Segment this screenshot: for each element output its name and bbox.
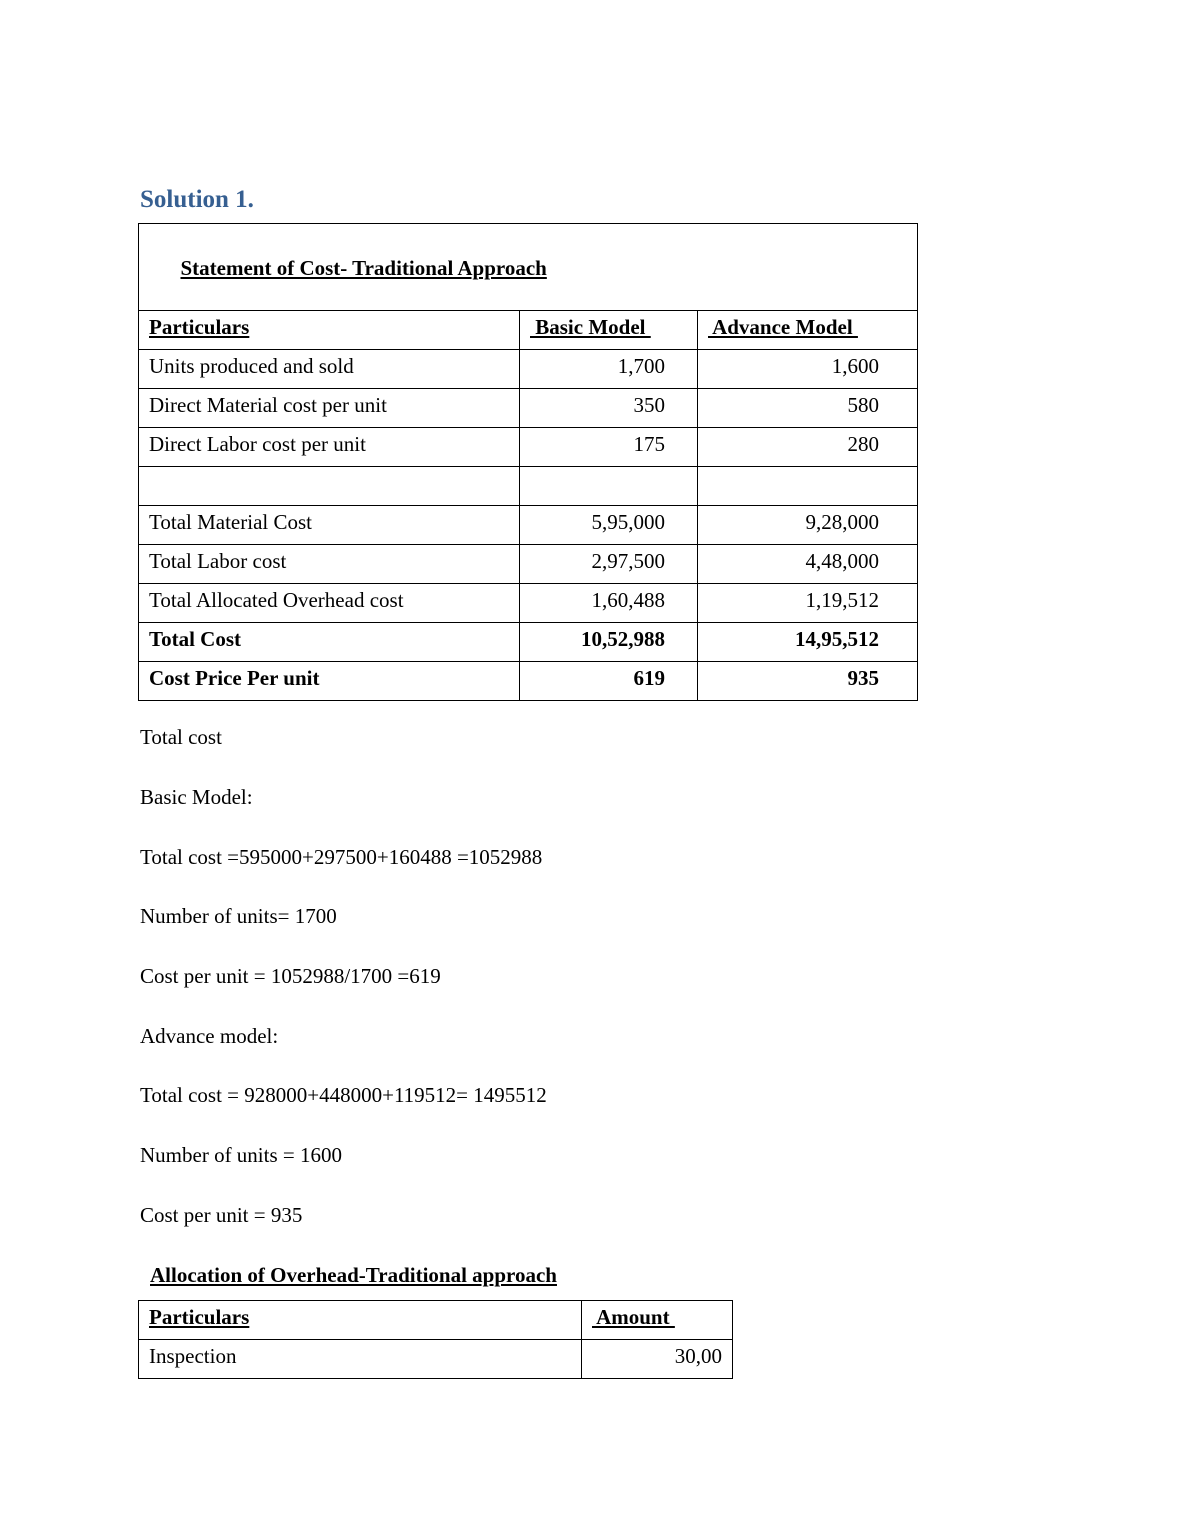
paragraph-advance-total-cost: Total cost = 928000+448000+119512= 1495512 — [140, 1083, 547, 1107]
header-particulars — [139, 311, 520, 350]
table-row — [139, 389, 918, 428]
paragraph-advance-cost-per-unit: Cost per unit = 935 — [140, 1203, 303, 1227]
table-title: Statement of Cost- Traditional Approach — [180, 256, 547, 280]
table-row-empty — [139, 467, 918, 506]
row-advance-value: 1,19,512 — [698, 584, 918, 623]
row-basic-value: 1,60,488 — [520, 584, 698, 623]
table-row — [139, 584, 918, 623]
header-particulars-label: Particulars — [149, 1305, 250, 1329]
row-label: Inspection — [139, 1340, 582, 1379]
allocation-heading: Allocation of Overhead-Traditional approach — [150, 1263, 557, 1287]
table-row — [139, 1340, 733, 1379]
row-label: Cost Price Per unit — [139, 662, 520, 701]
header-basic-model-label: Basic Model — [530, 315, 651, 339]
row-advance-value: 14,95,512 — [698, 623, 918, 662]
paragraph-advance-model: Advance model: — [140, 1024, 279, 1048]
table-header-row — [139, 1301, 733, 1340]
table-title-row — [139, 224, 918, 311]
row-basic-value: 350 — [520, 389, 698, 428]
header-particulars-label: Particulars — [149, 315, 250, 339]
header-basic-model — [520, 311, 698, 350]
row-advance-value: 9,28,000 — [698, 506, 918, 545]
paragraph-basic-total-cost: Total cost =595000+297500+160488 =1052988 — [140, 845, 543, 869]
row-label: Total Labor cost — [139, 545, 520, 584]
paragraph-basic-cost-per-unit: Cost per unit = 1052988/1700 =619 — [140, 964, 441, 988]
table-row — [139, 428, 918, 467]
header-amount-label: Amount — [592, 1305, 675, 1329]
row-label: Total Material Cost — [139, 506, 520, 545]
row-basic-value: 175 — [520, 428, 698, 467]
paragraph-advance-units: Number of units = 1600 — [140, 1143, 342, 1167]
statement-of-cost-table — [138, 223, 918, 701]
paragraph-total-cost: Total cost — [140, 725, 222, 749]
table-row — [139, 545, 918, 584]
page-title: Solution 1. — [140, 186, 254, 213]
table-header-row — [139, 311, 918, 350]
row-basic-value: 2,97,500 — [520, 545, 698, 584]
table-row-cost-per-unit — [139, 662, 918, 701]
allocation-of-overhead-table — [138, 1300, 733, 1379]
row-advance-value: 4,48,000 — [698, 545, 918, 584]
row-label — [139, 467, 520, 506]
row-advance-value — [698, 467, 918, 506]
row-basic-value — [520, 467, 698, 506]
table-row — [139, 506, 918, 545]
row-label: Direct Material cost per unit — [139, 389, 520, 428]
row-advance-value: 280 — [698, 428, 918, 467]
row-advance-value: 935 — [698, 662, 918, 701]
row-basic-value: 10,52,988 — [520, 623, 698, 662]
header-advance-model-label: Advance Model — [708, 315, 858, 339]
header-amount — [582, 1301, 733, 1340]
header-particulars — [139, 1301, 582, 1340]
row-basic-value: 1,700 — [520, 350, 698, 389]
row-label: Units produced and sold — [139, 350, 520, 389]
row-label: Direct Labor cost per unit — [139, 428, 520, 467]
row-basic-value: 5,95,000 — [520, 506, 698, 545]
table-row — [139, 350, 918, 389]
row-label: Total Allocated Overhead cost — [139, 584, 520, 623]
paragraph-basic-units: Number of units= 1700 — [140, 904, 337, 928]
row-advance-value: 580 — [698, 389, 918, 428]
row-label: Total Cost — [139, 623, 520, 662]
header-advance-model — [698, 311, 918, 350]
row-amount-value: 30,00 — [582, 1340, 733, 1379]
table-row-total-cost — [139, 623, 918, 662]
row-advance-value: 1,600 — [698, 350, 918, 389]
row-basic-value: 619 — [520, 662, 698, 701]
table-title-cell — [139, 224, 918, 311]
paragraph-basic-model: Basic Model: — [140, 785, 253, 809]
